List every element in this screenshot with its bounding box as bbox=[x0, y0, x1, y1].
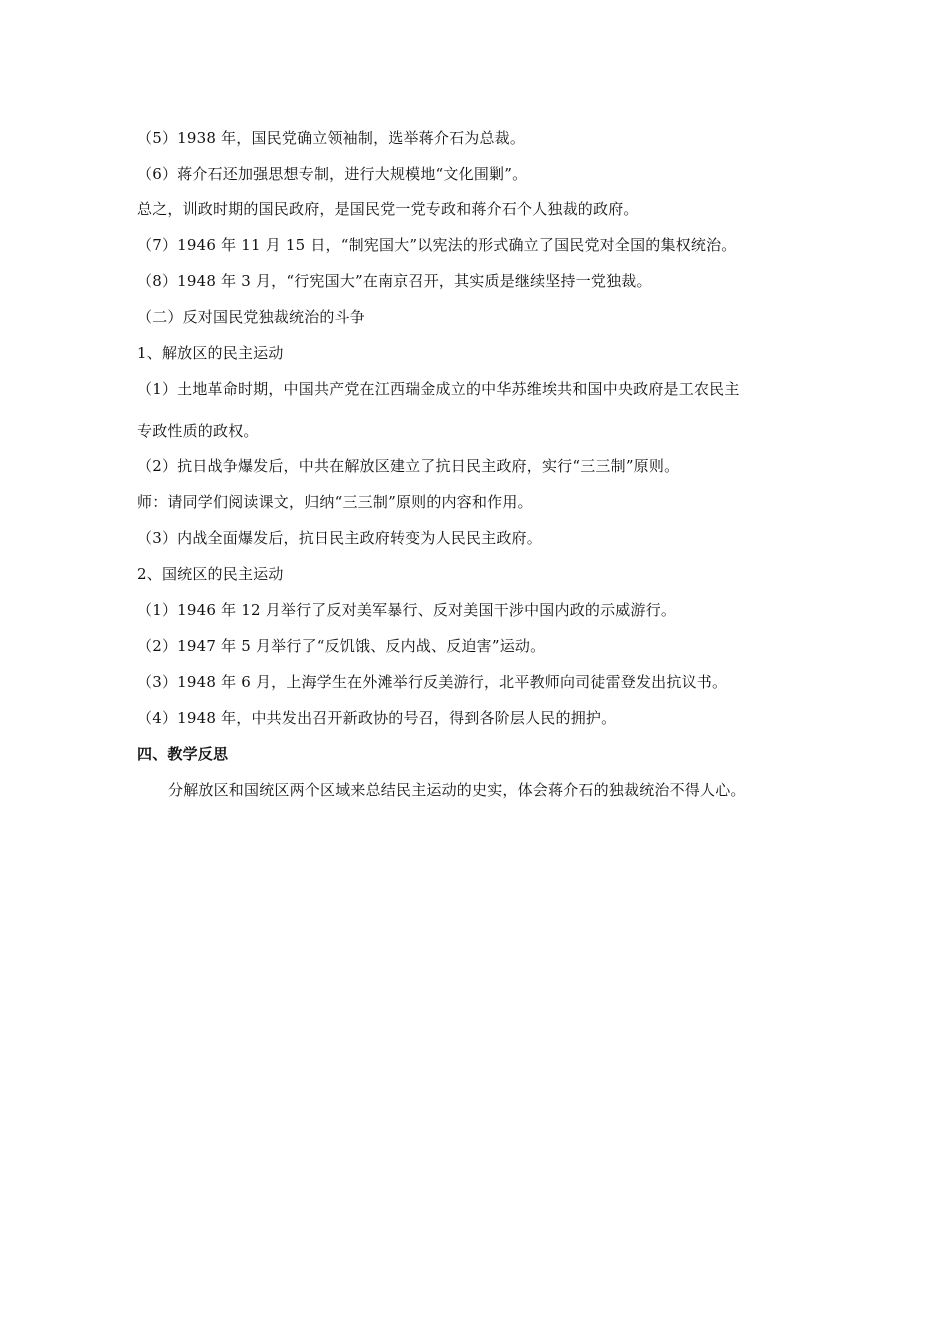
text-line: 总之，训政时期的国民政府，是国民党一党专政和蒋介石个人独裁的政府。 bbox=[137, 200, 639, 218]
text-line: （3）1948 年 6 月，上海学生在外滩举行反美游行，北平教师向司徒雷登发出抗议书。 bbox=[137, 673, 728, 691]
text-line: 专政性质的政权。 bbox=[137, 422, 259, 440]
text-line: （2）1947 年 5 月举行了“反饥饿、反内战、反迫害”运动。 bbox=[137, 637, 546, 655]
text-line: （3）内战全面爆发后，抗日民主政府转变为人民民主政府。 bbox=[137, 529, 542, 547]
text-line: （4）1948 年，中共发出召开新政协的号召，得到各阶层人民的拥护。 bbox=[137, 709, 617, 727]
text-line: 师：请同学们阅读课文，归纳“三三制”原则的内容和作用。 bbox=[137, 493, 533, 511]
text-line: （8）1948 年 3 月，“行宪国大”在南京召开，其实质是继续坚持一党独裁。 bbox=[137, 272, 652, 290]
text-line: （7）1946 年 11 月 15 日，“制宪国大”以宪法的形式确立了国民党对全国的集权统治。 bbox=[137, 236, 737, 254]
text-line: （5）1938 年，国民党确立领袖制，选举蒋介石为总裁。 bbox=[137, 129, 526, 147]
section-title: 四、教学反思 bbox=[137, 745, 229, 763]
subsection-heading: 1、解放区的民主运动 bbox=[137, 344, 284, 362]
text-line: （2）抗日战争爆发后，中共在解放区建立了抗日民主政府，实行“三三制”原则。 bbox=[137, 457, 680, 475]
subsection-heading: 2、国统区的民主运动 bbox=[137, 565, 284, 583]
reflection-paragraph: 分解放区和国统区两个区域来总结民主运动的史实，体会蒋介石的独裁统治不得人心。 bbox=[168, 781, 746, 799]
text-line: （6）蒋介石还加强思想专制，进行大规模地“文化围剿”。 bbox=[137, 165, 528, 183]
text-line: （1）1946 年 12 月举行了反对美军暴行、反对美国干涉中国内政的示威游行。 bbox=[137, 601, 677, 619]
section-heading: （二）反对国民党独裁统治的斗争 bbox=[137, 308, 366, 326]
text-line: （1）土地革命时期，中国共产党在江西瑞金成立的中华苏维埃共和国中央政府是工农民主 bbox=[137, 380, 740, 398]
